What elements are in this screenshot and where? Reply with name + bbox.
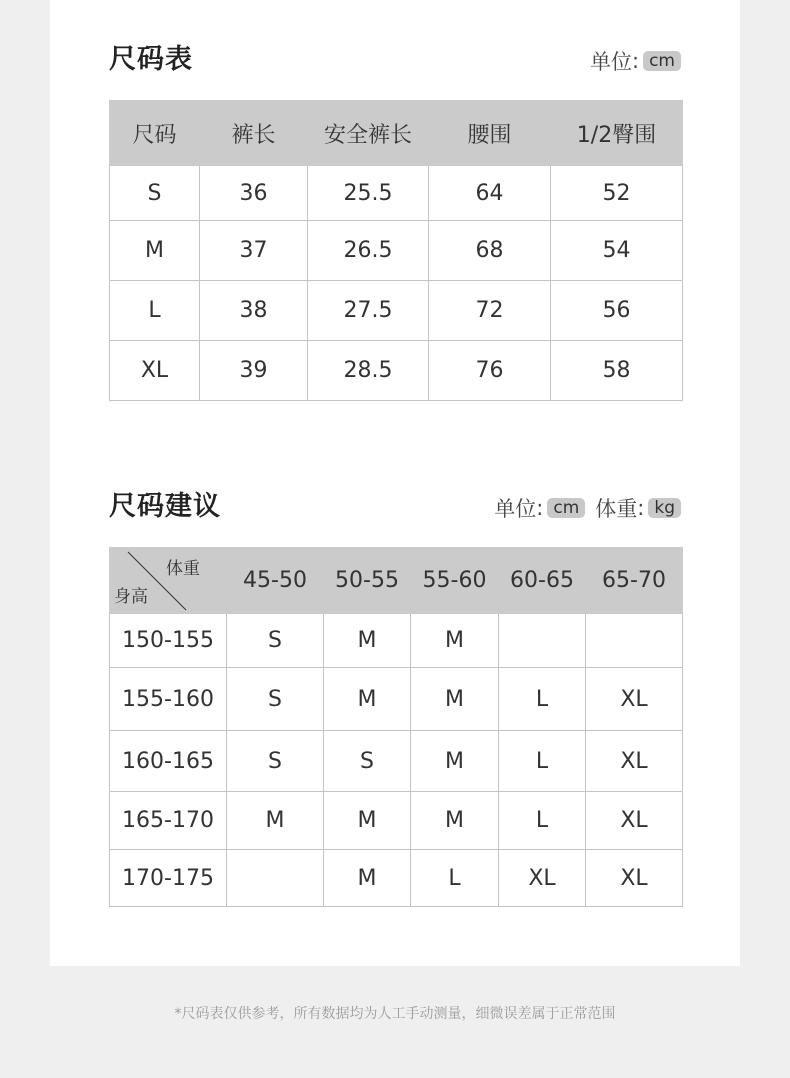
table-cell: XL [586,731,683,792]
table-cell: M [324,792,411,850]
corner-weight-label: 体重 [166,559,200,579]
table-cell: 76 [429,341,551,401]
table-row [110,731,683,792]
table-cell: M [324,850,411,907]
table-cell: L [499,668,586,731]
table-cell: 28.5 [308,341,429,401]
table-cell: 68 [429,221,551,281]
table-cell: S [227,668,324,731]
header-cell: 65-70 [586,548,683,614]
table-cell: 160-165 [110,731,227,792]
table-cell [227,850,324,907]
table-cell: M [324,614,411,668]
table-cell: M [324,668,411,731]
corner-height-label: 身高 [114,587,148,607]
size-advice-table [109,547,683,907]
unit-label: 单位 [590,50,632,74]
table-cell: S [227,731,324,792]
table-cell: L [110,281,200,341]
table-row [110,614,683,668]
table-row [110,221,683,281]
size-chart-title: 尺码表 [109,44,193,75]
header-cell: 腰围 [429,101,551,166]
table-cell: 54 [551,221,683,281]
table-cell: S [110,166,200,221]
corner-header-cell [110,548,227,614]
table-cell: L [411,850,499,907]
header-cell: 安全裤长 [308,101,429,166]
table-row [110,341,683,401]
table-row [110,792,683,850]
table-cell: L [499,792,586,850]
table-cell: 72 [429,281,551,341]
table-cell: M [227,792,324,850]
table-cell: 37 [200,221,308,281]
header-cell: 45-50 [227,548,324,614]
table-row [110,281,683,341]
table-cell: 170-175 [110,850,227,907]
table-cell: 155-160 [110,668,227,731]
header-cell: 60-65 [499,548,586,614]
header-cell: 尺码 [110,101,200,166]
table-cell: 64 [429,166,551,221]
size-chart-unit: 单位 : cm [590,46,681,76]
table-cell: L [499,731,586,792]
table-header-row [110,101,683,166]
table-cell: XL [586,850,683,907]
header-cell: 50-55 [324,548,411,614]
weight-unit-badge: kg [648,498,681,518]
table-cell: M [411,614,499,668]
table-cell: 26.5 [308,221,429,281]
unit-label: 单位 [494,497,537,521]
header-cell: 1/2臀围 [551,101,683,166]
table-cell: 27.5 [308,281,429,341]
table-cell: 58 [551,341,683,401]
size-advice-unit: 单位 : cm 体重 : kg [494,493,681,523]
table-cell: XL [499,850,586,907]
table-cell: M [110,221,200,281]
table-row [110,166,683,221]
table-cell: XL [110,341,200,401]
table-cell: 150-155 [110,614,227,668]
table-cell: 56 [551,281,683,341]
table-header-row [110,548,683,614]
header-cell: 裤长 [200,101,308,166]
header-cell: 55-60 [411,548,499,614]
table-cell: M [411,731,499,792]
table-cell: 25.5 [308,166,429,221]
size-advice-title: 尺码建议 [109,491,221,522]
weight-label: 体重 [595,497,638,521]
size-chart-table [109,100,683,401]
table-cell: M [411,668,499,731]
table-row [110,668,683,731]
table-row [110,850,683,907]
footnote: *尺码表仅供参考，所有数据均为人工手动测量，细微误差属于正常范围 [174,1006,616,1022]
table-cell: 52 [551,166,683,221]
unit-badge: cm [643,51,681,71]
table-cell: 36 [200,166,308,221]
table-cell [499,614,586,668]
table-cell [586,614,683,668]
table-cell: 165-170 [110,792,227,850]
table-cell: S [324,731,411,792]
table-cell: 39 [200,341,308,401]
table-cell: 38 [200,281,308,341]
unit-badge: cm [547,498,585,518]
table-cell: XL [586,668,683,731]
table-cell: XL [586,792,683,850]
table-cell: M [411,792,499,850]
table-cell: S [227,614,324,668]
